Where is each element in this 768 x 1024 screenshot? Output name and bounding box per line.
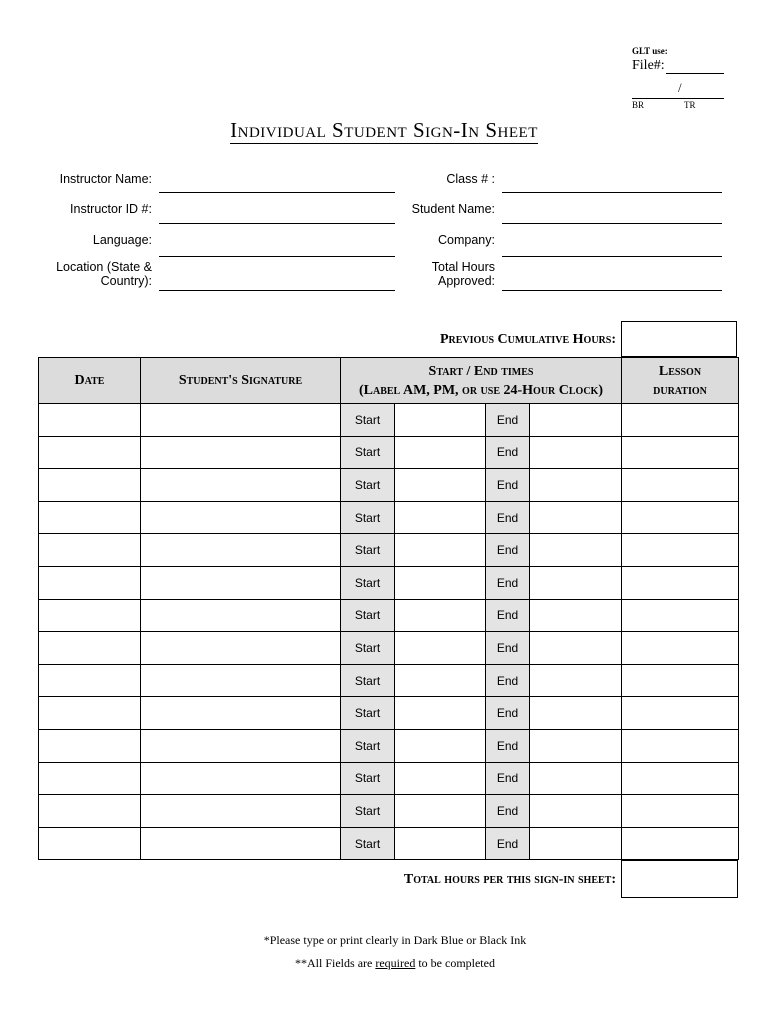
class-number-field[interactable] (502, 192, 722, 193)
end-label: End (486, 729, 530, 762)
end-label: End (486, 404, 530, 437)
times-header (341, 358, 622, 404)
table-row (39, 436, 739, 469)
page-title-text: Individual Student Sign-In Sheet (230, 118, 538, 142)
table-header-row (39, 358, 739, 404)
start-time-cell[interactable] (395, 469, 486, 502)
end-time-cell[interactable] (530, 501, 622, 534)
lesson-duration-cell[interactable] (622, 664, 739, 697)
start-time-cell[interactable] (395, 664, 486, 697)
signature-cell[interactable] (141, 697, 341, 730)
signature-cell[interactable] (141, 599, 341, 632)
date-cell[interactable] (39, 599, 141, 632)
start-label: Start (341, 599, 395, 632)
required-note-emphasis: required (375, 956, 416, 970)
company-field[interactable] (502, 256, 722, 257)
br-label: BR (632, 100, 645, 110)
end-label: End (486, 795, 530, 828)
required-note (0, 956, 768, 971)
end-label: End (486, 599, 530, 632)
end-label: End (486, 501, 530, 534)
date-cell[interactable] (39, 729, 141, 762)
start-time-cell[interactable] (395, 436, 486, 469)
end-time-cell[interactable] (530, 632, 622, 665)
instructor-name-field[interactable] (159, 192, 395, 193)
instructor-id-label: Instructor ID #: (70, 202, 152, 216)
lesson-duration-cell[interactable] (622, 729, 739, 762)
file-number-label: File#: (632, 58, 665, 73)
end-time-cell[interactable] (530, 795, 622, 828)
table-row (39, 632, 739, 665)
end-time-cell[interactable] (530, 534, 622, 567)
start-time-cell[interactable] (395, 404, 486, 437)
end-time-cell[interactable] (530, 762, 622, 795)
lesson-duration-cell[interactable] (622, 436, 739, 469)
date-cell[interactable] (39, 404, 141, 437)
start-label: Start (341, 436, 395, 469)
lesson-duration-cell[interactable] (622, 501, 739, 534)
start-time-cell[interactable] (395, 599, 486, 632)
total-hours-field[interactable] (621, 860, 738, 898)
previous-hours-field[interactable] (621, 321, 737, 357)
total-hours-approved-field[interactable] (502, 290, 722, 291)
table-row (39, 501, 739, 534)
company-label: Company: (438, 233, 495, 247)
signature-cell[interactable] (141, 632, 341, 665)
end-time-cell[interactable] (530, 566, 622, 599)
start-time-cell[interactable] (395, 697, 486, 730)
end-time-cell[interactable] (530, 599, 622, 632)
end-time-cell[interactable] (530, 469, 622, 502)
table-row (39, 729, 739, 762)
end-label: End (486, 566, 530, 599)
start-label: Start (341, 827, 395, 860)
br-tr-slash: / (678, 80, 682, 95)
end-time-cell[interactable] (530, 404, 622, 437)
required-note-post: to be completed (415, 956, 495, 970)
date-cell[interactable] (39, 632, 141, 665)
table-row (39, 697, 739, 730)
start-label: Start (341, 566, 395, 599)
file-number-field[interactable] (666, 59, 724, 74)
required-note-pre: **All Fields are (295, 956, 376, 970)
lesson-duration-cell[interactable] (622, 632, 739, 665)
date-cell[interactable] (39, 762, 141, 795)
start-label: Start (341, 664, 395, 697)
lesson-duration-cell[interactable] (622, 697, 739, 730)
lesson-duration-cell[interactable] (622, 534, 739, 567)
table-row (39, 469, 739, 502)
times-header-line1: Start / End times (428, 363, 534, 379)
table-row (39, 795, 739, 828)
end-label: End (486, 762, 530, 795)
lesson-duration-cell[interactable] (622, 599, 739, 632)
end-label: End (486, 697, 530, 730)
date-cell[interactable] (39, 795, 141, 828)
table-row (39, 404, 739, 437)
start-time-cell[interactable] (395, 632, 486, 665)
start-time-cell[interactable] (395, 795, 486, 828)
signature-cell[interactable] (141, 534, 341, 567)
start-label: Start (341, 534, 395, 567)
previous-hours-label: Previous Cumulative Hours: (439, 332, 616, 347)
end-label: End (486, 827, 530, 860)
date-cell[interactable] (39, 534, 141, 567)
total-hours-approved-label: Total Hours Approved: (431, 260, 495, 288)
signature-cell[interactable] (141, 436, 341, 469)
end-time-cell[interactable] (530, 436, 622, 469)
table-row (39, 762, 739, 795)
signature-cell[interactable] (141, 501, 341, 534)
signature-cell[interactable] (141, 566, 341, 599)
end-time-cell[interactable] (530, 729, 622, 762)
date-cell[interactable] (39, 697, 141, 730)
start-time-cell[interactable] (395, 729, 486, 762)
location-field[interactable] (159, 290, 395, 291)
signature-cell[interactable] (141, 762, 341, 795)
student-name-field[interactable] (502, 223, 722, 224)
end-label: End (486, 534, 530, 567)
sign-in-table (38, 357, 739, 860)
table-row (39, 827, 739, 860)
lesson-duration-cell[interactable] (622, 469, 739, 502)
signature-cell[interactable] (141, 795, 341, 828)
date-cell[interactable] (39, 827, 141, 860)
end-label: End (486, 664, 530, 697)
br-tr-field[interactable] (632, 80, 724, 99)
lesson-duration-cell[interactable] (622, 827, 739, 860)
lesson-header-line1: Lesson (658, 363, 702, 379)
signature-cell[interactable] (141, 469, 341, 502)
signature-header: Student's Signature (141, 358, 341, 404)
location-label: Location (State & Country): (56, 260, 152, 288)
start-time-cell[interactable] (395, 762, 486, 795)
date-cell[interactable] (39, 664, 141, 697)
language-label: Language: (92, 233, 152, 247)
end-label: End (486, 632, 530, 665)
date-cell[interactable] (39, 501, 141, 534)
signature-cell[interactable] (141, 729, 341, 762)
start-time-cell[interactable] (395, 827, 486, 860)
file-number-row (632, 58, 724, 74)
class-number-label: Class # : (446, 172, 495, 186)
start-label: Start (341, 632, 395, 665)
table-row (39, 534, 739, 567)
lesson-duration-cell[interactable] (622, 795, 739, 828)
start-label: Start (341, 404, 395, 437)
total-hours-label: Total hours per this sign-in sheet: (403, 872, 616, 887)
end-label: End (486, 436, 530, 469)
start-time-cell[interactable] (395, 566, 486, 599)
student-name-label: Student Name: (411, 202, 495, 216)
lesson-duration-cell[interactable] (622, 566, 739, 599)
start-time-cell[interactable] (395, 501, 486, 534)
signature-cell[interactable] (141, 404, 341, 437)
tr-label: TR (684, 100, 696, 110)
lesson-duration-header (622, 358, 739, 404)
start-label: Start (341, 469, 395, 502)
ink-note: *Please type or print clearly in Dark Blue or Black Ink (263, 933, 527, 947)
start-label: Start (341, 697, 395, 730)
start-label: Start (341, 795, 395, 828)
start-label: Start (341, 729, 395, 762)
date-header: Date (39, 358, 141, 404)
signature-cell[interactable] (141, 827, 341, 860)
instructor-id-field[interactable] (159, 223, 395, 224)
office-use-label: GLT use: (632, 46, 668, 56)
start-time-cell[interactable] (395, 534, 486, 567)
table-row (39, 566, 739, 599)
office-use-block (632, 46, 724, 110)
date-cell[interactable] (39, 436, 141, 469)
date-cell[interactable] (39, 469, 141, 502)
times-header-line2: (Label AM, PM, or use 24-Hour Clock) (359, 382, 603, 398)
start-label: Start (341, 501, 395, 534)
table-row (39, 664, 739, 697)
start-label: Start (341, 762, 395, 795)
table-row (39, 599, 739, 632)
lesson-duration-cell[interactable] (622, 404, 739, 437)
end-label: End (486, 469, 530, 502)
lesson-duration-cell[interactable] (622, 762, 739, 795)
lesson-header-line2: duration (653, 382, 707, 398)
page-title (0, 118, 768, 143)
date-cell[interactable] (39, 566, 141, 599)
language-field[interactable] (159, 256, 395, 257)
signature-cell[interactable] (141, 664, 341, 697)
end-time-cell[interactable] (530, 664, 622, 697)
br-tr-labels (632, 100, 724, 110)
instructor-name-label: Instructor Name: (59, 172, 152, 186)
end-time-cell[interactable] (530, 827, 622, 860)
end-time-cell[interactable] (530, 697, 622, 730)
